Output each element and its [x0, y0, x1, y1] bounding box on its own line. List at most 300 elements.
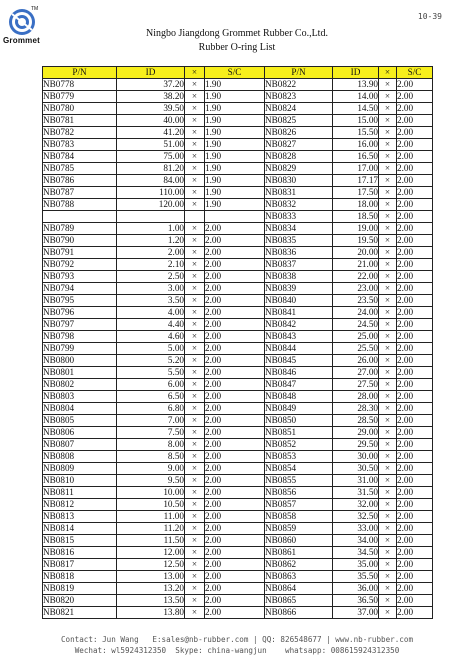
inner-diameter-left: 5.00 — [117, 343, 185, 355]
times-sign-right: × — [379, 367, 397, 379]
contact-wechat: Wechat: wl5924312350 — [74, 646, 167, 655]
cross-section-right: 2.00 — [397, 151, 433, 163]
times-sign-left: × — [185, 415, 205, 427]
table-row — [43, 367, 433, 379]
inner-diameter-right: 13.90 — [333, 79, 379, 91]
inner-diameter-left: 8.50 — [117, 451, 185, 463]
part-number-left: NB0813 — [43, 511, 117, 523]
inner-diameter-left: 3.00 — [117, 283, 185, 295]
part-number-right: NB0863 — [265, 571, 333, 583]
inner-diameter-right: 17.00 — [333, 163, 379, 175]
times-sign-right: × — [379, 259, 397, 271]
inner-diameter-right: 25.00 — [333, 331, 379, 343]
part-number-left: NB0788 — [43, 199, 117, 211]
cross-section-left: 2.00 — [205, 355, 265, 367]
table-row — [43, 463, 433, 475]
separator: | — [248, 635, 263, 644]
inner-diameter-right: 32.00 — [333, 499, 379, 511]
part-number-left: NB0782 — [43, 127, 117, 139]
col-header-times-left: × — [185, 67, 205, 79]
cross-section-right: 2.00 — [397, 415, 433, 427]
times-sign-left: × — [185, 259, 205, 271]
times-sign-left: × — [185, 343, 205, 355]
part-number-left: NB0800 — [43, 355, 117, 367]
part-number-right: NB0859 — [265, 523, 333, 535]
times-sign-right: × — [379, 295, 397, 307]
table-row — [43, 271, 433, 283]
cross-section-right: 2.00 — [397, 511, 433, 523]
cross-section-left: 1.90 — [205, 163, 265, 175]
cross-section-right: 2.00 — [397, 259, 433, 271]
inner-diameter-right: 14.50 — [333, 103, 379, 115]
inner-diameter-left: 11.00 — [117, 511, 185, 523]
cross-section-right: 2.00 — [397, 607, 433, 619]
times-sign-right: × — [379, 103, 397, 115]
part-number-right: NB0842 — [265, 319, 333, 331]
inner-diameter-left: 38.20 — [117, 91, 185, 103]
part-number-left: NB0793 — [43, 271, 117, 283]
times-sign-left: × — [185, 571, 205, 583]
part-number-left: NB0814 — [43, 523, 117, 535]
times-sign-left: × — [185, 547, 205, 559]
inner-diameter-right: 35.00 — [333, 559, 379, 571]
times-sign-right: × — [379, 559, 397, 571]
cross-section-left: 2.00 — [205, 535, 265, 547]
times-sign-right: × — [379, 355, 397, 367]
part-number-right: NB0826 — [265, 127, 333, 139]
part-number-left: NB0820 — [43, 595, 117, 607]
cross-section-left: 2.00 — [205, 343, 265, 355]
inner-diameter-right: 22.00 — [333, 271, 379, 283]
table-row — [43, 307, 433, 319]
part-number-left: NB0803 — [43, 391, 117, 403]
cross-section-left: 2.00 — [205, 307, 265, 319]
cross-section-left: 1.90 — [205, 139, 265, 151]
inner-diameter-left: 4.60 — [117, 331, 185, 343]
cross-section-right: 2.00 — [397, 127, 433, 139]
trademark-mark: TM — [31, 6, 39, 12]
cross-section-left: 2.00 — [205, 247, 265, 259]
part-number-left: NB0787 — [43, 187, 117, 199]
inner-diameter-right: 28.50 — [333, 415, 379, 427]
times-sign-left: × — [185, 487, 205, 499]
times-sign-left: × — [185, 103, 205, 115]
part-number-left: NB0805 — [43, 415, 117, 427]
part-number-right: NB0861 — [265, 547, 333, 559]
cross-section-left: 2.00 — [205, 415, 265, 427]
times-sign-right: × — [379, 379, 397, 391]
times-sign-left: × — [185, 535, 205, 547]
part-number-left: NB0812 — [43, 499, 117, 511]
cross-section-right: 2.00 — [397, 463, 433, 475]
col-header-sc-left: S/C — [205, 67, 265, 79]
cross-section-right: 2.00 — [397, 103, 433, 115]
part-number-right: NB0864 — [265, 583, 333, 595]
times-sign-left: × — [185, 523, 205, 535]
part-number-left: NB0781 — [43, 115, 117, 127]
times-sign-left: × — [185, 223, 205, 235]
times-sign-right: × — [379, 91, 397, 103]
inner-diameter-right: 33.00 — [333, 523, 379, 535]
cross-section-right: 2.00 — [397, 163, 433, 175]
part-number-right: NB0860 — [265, 535, 333, 547]
part-number-right: NB0858 — [265, 511, 333, 523]
inner-diameter-left: 5.20 — [117, 355, 185, 367]
inner-diameter-left: 6.80 — [117, 403, 185, 415]
cross-section-left: 2.00 — [205, 331, 265, 343]
inner-diameter-left: 40.00 — [117, 115, 185, 127]
cross-section-left: 2.00 — [205, 499, 265, 511]
part-number-left: NB0791 — [43, 247, 117, 259]
inner-diameter-right: 26.00 — [333, 355, 379, 367]
times-sign-left: × — [185, 355, 205, 367]
cross-section-left: 1.90 — [205, 79, 265, 91]
times-sign-right: × — [379, 523, 397, 535]
times-sign-left: × — [185, 583, 205, 595]
cross-section-right: 2.00 — [397, 247, 433, 259]
part-number-right: NB0866 — [265, 607, 333, 619]
table-row — [43, 451, 433, 463]
times-sign-left: × — [185, 295, 205, 307]
inner-diameter-right: 25.50 — [333, 343, 379, 355]
part-number-left: NB0808 — [43, 451, 117, 463]
contact-line-1 — [0, 634, 474, 645]
times-sign-left: × — [185, 115, 205, 127]
times-sign-left: × — [185, 175, 205, 187]
times-sign-left: × — [185, 379, 205, 391]
cross-section-left: 1.90 — [205, 91, 265, 103]
inner-diameter-left: 13.00 — [117, 571, 185, 583]
part-number-right: NB0836 — [265, 247, 333, 259]
table-row — [43, 115, 433, 127]
cross-section-left: 2.00 — [205, 319, 265, 331]
inner-diameter-left: 10.50 — [117, 499, 185, 511]
cross-section-right: 2.00 — [397, 475, 433, 487]
part-number-left: NB0792 — [43, 259, 117, 271]
inner-diameter-right: 16.50 — [333, 151, 379, 163]
cross-section-left: 2.00 — [205, 379, 265, 391]
cross-section-left: 2.00 — [205, 259, 265, 271]
times-sign-left: × — [185, 163, 205, 175]
inner-diameter-right: 18.00 — [333, 199, 379, 211]
cross-section-left: 2.00 — [205, 595, 265, 607]
cross-section-right: 2.00 — [397, 91, 433, 103]
times-sign-right: × — [379, 583, 397, 595]
times-sign-left: × — [185, 559, 205, 571]
part-number-right: NB0851 — [265, 427, 333, 439]
inner-diameter-left: 12.00 — [117, 547, 185, 559]
cross-section-right: 2.00 — [397, 523, 433, 535]
cross-section-right: 2.00 — [397, 235, 433, 247]
part-number-left: NB0798 — [43, 331, 117, 343]
brand-name: Grommet — [3, 36, 40, 45]
times-sign-right: × — [379, 463, 397, 475]
table-row — [43, 319, 433, 331]
cross-section-left: 2.00 — [205, 223, 265, 235]
cross-section-left: 2.00 — [205, 463, 265, 475]
cross-section-right: 2.00 — [397, 535, 433, 547]
times-sign-right: × — [379, 79, 397, 91]
cross-section-right: 2.00 — [397, 175, 433, 187]
cross-section-right: 2.00 — [397, 439, 433, 451]
inner-diameter-left: 9.50 — [117, 475, 185, 487]
cross-section-left: 2.00 — [205, 547, 265, 559]
part-number-right: NB0865 — [265, 595, 333, 607]
cross-section-left: 2.00 — [205, 559, 265, 571]
times-sign-right: × — [379, 571, 397, 583]
times-sign-right: × — [379, 319, 397, 331]
inner-diameter-right: 29.50 — [333, 439, 379, 451]
table-row — [43, 523, 433, 535]
table-row — [43, 535, 433, 547]
page-number: 10-39 — [417, 12, 442, 21]
inner-diameter-right: 34.00 — [333, 535, 379, 547]
table-row — [43, 487, 433, 499]
times-sign-right: × — [379, 139, 397, 151]
part-number-left: NB0779 — [43, 91, 117, 103]
cross-section-left — [205, 211, 265, 223]
cross-section-right: 2.00 — [397, 331, 433, 343]
times-sign-right: × — [379, 403, 397, 415]
part-number-left: NB0816 — [43, 547, 117, 559]
inner-diameter-right: 31.00 — [333, 475, 379, 487]
inner-diameter-left: 2.00 — [117, 247, 185, 259]
times-sign-left: × — [185, 319, 205, 331]
col-header-pn-right: P/N — [265, 67, 333, 79]
times-sign-right: × — [379, 499, 397, 511]
inner-diameter-right: 19.50 — [333, 235, 379, 247]
inner-diameter-right: 30.50 — [333, 463, 379, 475]
inner-diameter-right: 17.17 — [333, 175, 379, 187]
cross-section-right: 2.00 — [397, 367, 433, 379]
times-sign-left: × — [185, 367, 205, 379]
cross-section-left: 2.00 — [205, 487, 265, 499]
cross-section-right: 2.00 — [397, 499, 433, 511]
times-sign-right: × — [379, 391, 397, 403]
table-row — [43, 103, 433, 115]
inner-diameter-right: 27.50 — [333, 379, 379, 391]
times-sign-left: × — [185, 499, 205, 511]
cross-section-left: 1.90 — [205, 103, 265, 115]
times-sign-right: × — [379, 151, 397, 163]
part-number-right: NB0844 — [265, 343, 333, 355]
cross-section-right: 2.00 — [397, 451, 433, 463]
cross-section-right: 2.00 — [397, 343, 433, 355]
inner-diameter-right: 34.50 — [333, 547, 379, 559]
cross-section-left: 2.00 — [205, 271, 265, 283]
cross-section-right: 2.00 — [397, 79, 433, 91]
times-sign-left: × — [185, 403, 205, 415]
table-row — [43, 559, 433, 571]
table-row — [43, 259, 433, 271]
inner-diameter-right: 23.50 — [333, 295, 379, 307]
times-sign-right: × — [379, 415, 397, 427]
cross-section-right: 2.00 — [397, 571, 433, 583]
col-header-id-left: ID — [117, 67, 185, 79]
part-number-right: NB0848 — [265, 391, 333, 403]
part-number-right: NB0838 — [265, 271, 333, 283]
inner-diameter-right: 35.50 — [333, 571, 379, 583]
cross-section-right: 2.00 — [397, 283, 433, 295]
times-sign-right: × — [379, 199, 397, 211]
inner-diameter-left: 37.20 — [117, 79, 185, 91]
cross-section-right: 2.00 — [397, 295, 433, 307]
table-row — [43, 295, 433, 307]
part-number-left: NB0801 — [43, 367, 117, 379]
times-sign-right: × — [379, 511, 397, 523]
times-sign-left: × — [185, 199, 205, 211]
inner-diameter-left: 75.00 — [117, 151, 185, 163]
part-number-right: NB0855 — [265, 475, 333, 487]
col-header-id-right: ID — [333, 67, 379, 79]
cross-section-right: 2.00 — [397, 391, 433, 403]
cross-section-left: 2.00 — [205, 583, 265, 595]
table-row — [43, 187, 433, 199]
company-title: Ningbo Jiangdong Grommet Rubber Co.,Ltd. — [146, 28, 328, 39]
times-sign-left: × — [185, 151, 205, 163]
times-sign-right: × — [379, 211, 397, 223]
cross-section-left: 2.00 — [205, 283, 265, 295]
table-row — [43, 439, 433, 451]
cross-section-right: 2.00 — [397, 307, 433, 319]
part-number-right: NB0843 — [265, 331, 333, 343]
cross-section-right: 2.00 — [397, 355, 433, 367]
inner-diameter-right: 15.50 — [333, 127, 379, 139]
inner-diameter-right: 28.30 — [333, 403, 379, 415]
part-number-right: NB0862 — [265, 559, 333, 571]
contact-footer — [0, 634, 474, 656]
part-number-right: NB0849 — [265, 403, 333, 415]
cross-section-right: 2.00 — [397, 595, 433, 607]
inner-diameter-left: 3.50 — [117, 295, 185, 307]
part-number-left: NB0797 — [43, 319, 117, 331]
cross-section-left: 2.00 — [205, 367, 265, 379]
table-row — [43, 403, 433, 415]
separator: | — [321, 635, 336, 644]
times-sign-right: × — [379, 475, 397, 487]
part-number-left: NB0819 — [43, 583, 117, 595]
part-number-left: NB0802 — [43, 379, 117, 391]
part-number-right: NB0827 — [265, 139, 333, 151]
contact-email[interactable]: E:sales@nb-rubber.com — [138, 635, 249, 644]
part-number-right: NB0845 — [265, 355, 333, 367]
part-number-right: NB0839 — [265, 283, 333, 295]
cross-section-left: 2.00 — [205, 511, 265, 523]
inner-diameter-left: 13.80 — [117, 607, 185, 619]
table-row — [43, 199, 433, 211]
part-number-left: NB0790 — [43, 235, 117, 247]
part-number-right: NB0846 — [265, 367, 333, 379]
part-number-right: NB0841 — [265, 307, 333, 319]
cross-section-left: 1.90 — [205, 127, 265, 139]
inner-diameter-left: 4.40 — [117, 319, 185, 331]
inner-diameter-right: 16.00 — [333, 139, 379, 151]
times-sign-left: × — [185, 475, 205, 487]
cross-section-right: 2.00 — [397, 403, 433, 415]
times-sign-right: × — [379, 547, 397, 559]
table-row — [43, 355, 433, 367]
part-number-left: NB0785 — [43, 163, 117, 175]
part-number-right: NB0832 — [265, 199, 333, 211]
times-sign-left: × — [185, 79, 205, 91]
times-sign-right: × — [379, 451, 397, 463]
inner-diameter-left: 81.20 — [117, 163, 185, 175]
times-sign-left: × — [185, 391, 205, 403]
table-header-row — [43, 67, 433, 79]
table-row — [43, 343, 433, 355]
table-row — [43, 163, 433, 175]
part-number-left: NB0807 — [43, 439, 117, 451]
times-sign-right: × — [379, 343, 397, 355]
table-row — [43, 379, 433, 391]
inner-diameter-left: 13.50 — [117, 595, 185, 607]
cross-section-left: 1.90 — [205, 175, 265, 187]
times-sign-left: × — [185, 451, 205, 463]
inner-diameter-right: 31.50 — [333, 487, 379, 499]
inner-diameter-left: 39.50 — [117, 103, 185, 115]
col-header-sc-right: S/C — [397, 67, 433, 79]
contact-website[interactable]: www.nb-rubber.com — [335, 635, 414, 644]
cross-section-left: 2.00 — [205, 427, 265, 439]
inner-diameter-left: 84.00 — [117, 175, 185, 187]
times-sign-right: × — [379, 127, 397, 139]
part-number-right: NB0840 — [265, 295, 333, 307]
table-row — [43, 175, 433, 187]
table-row — [43, 151, 433, 163]
times-sign-right: × — [379, 235, 397, 247]
part-number-left: NB0784 — [43, 151, 117, 163]
cross-section-right: 2.00 — [397, 583, 433, 595]
inner-diameter-left: 41.20 — [117, 127, 185, 139]
inner-diameter-left: 6.00 — [117, 379, 185, 391]
inner-diameter-right: 32.50 — [333, 511, 379, 523]
times-sign-left: × — [185, 187, 205, 199]
inner-diameter-right: 37.00 — [333, 607, 379, 619]
inner-diameter-left: 5.50 — [117, 367, 185, 379]
cross-section-right: 2.00 — [397, 547, 433, 559]
inner-diameter-right: 24.00 — [333, 307, 379, 319]
inner-diameter-right: 24.50 — [333, 319, 379, 331]
inner-diameter-left: 51.00 — [117, 139, 185, 151]
inner-diameter-left: 2.10 — [117, 259, 185, 271]
table-row — [43, 283, 433, 295]
inner-diameter-left: 1.00 — [117, 223, 185, 235]
part-number-right: NB0828 — [265, 151, 333, 163]
table-row — [43, 499, 433, 511]
inner-diameter-left: 4.00 — [117, 307, 185, 319]
table-row — [43, 607, 433, 619]
times-sign-right: × — [379, 283, 397, 295]
part-number-right: NB0830 — [265, 175, 333, 187]
part-number-right: NB0852 — [265, 439, 333, 451]
part-number-left: NB0778 — [43, 79, 117, 91]
inner-diameter-left: 120.00 — [117, 199, 185, 211]
times-sign-left: × — [185, 91, 205, 103]
part-number-left: NB0789 — [43, 223, 117, 235]
times-sign-right: × — [379, 307, 397, 319]
table-row — [43, 79, 433, 91]
inner-diameter-left: 7.50 — [117, 427, 185, 439]
times-sign-right: × — [379, 175, 397, 187]
cross-section-right: 2.00 — [397, 427, 433, 439]
table-row — [43, 583, 433, 595]
times-sign-left — [185, 211, 205, 223]
part-number-right: NB0829 — [265, 163, 333, 175]
cross-section-right: 2.00 — [397, 319, 433, 331]
cross-section-left: 2.00 — [205, 451, 265, 463]
times-sign-left: × — [185, 139, 205, 151]
table-row — [43, 391, 433, 403]
